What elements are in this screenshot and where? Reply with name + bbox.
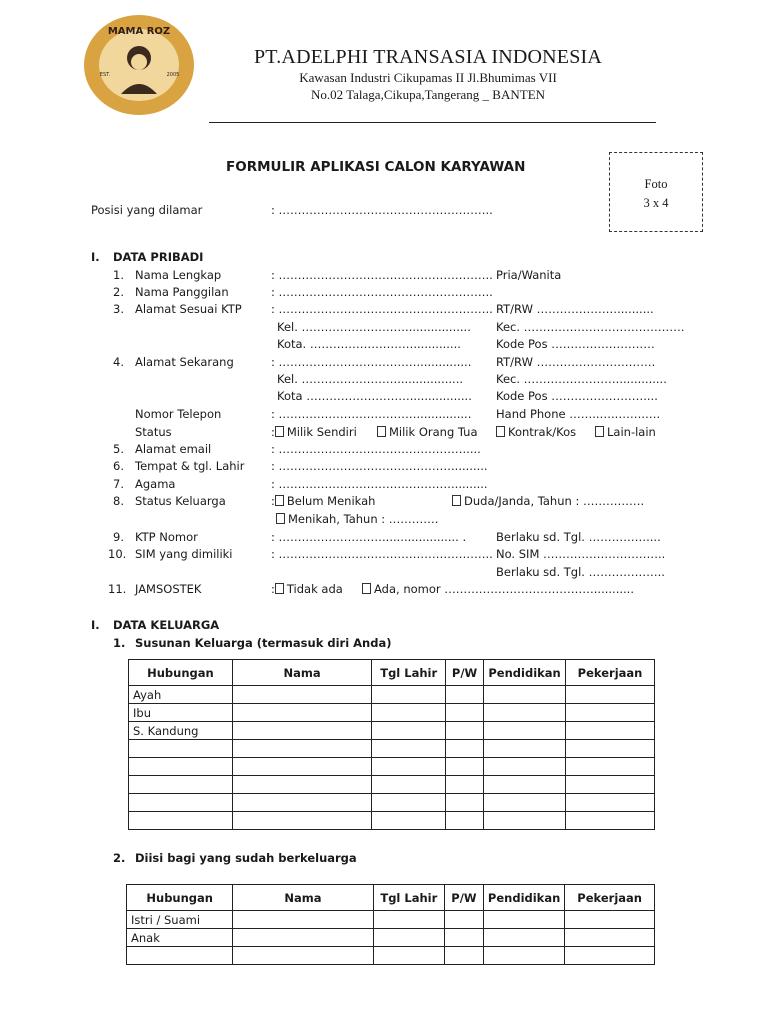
input-cell[interactable] (446, 740, 484, 758)
jamsostek-none: Tidak ada (286, 582, 343, 596)
company-logo (83, 14, 195, 116)
section-title-family: DATA KELUARGA (113, 618, 220, 632)
column-header: P/W (445, 885, 484, 911)
sim-field[interactable]: : ……………………………………………….. (271, 547, 493, 561)
handphone-field[interactable]: Hand Phone ……..…..…….…. (496, 407, 661, 421)
item-number: 5. (113, 442, 124, 456)
input-cell[interactable] (373, 947, 444, 965)
input-cell[interactable] (232, 704, 371, 722)
input-cell[interactable] (232, 722, 371, 740)
table-row (129, 686, 655, 704)
input-cell[interactable] (232, 740, 371, 758)
item-number: 10. (108, 547, 127, 561)
colon: : (271, 425, 275, 439)
table-row (129, 722, 655, 740)
relation-cell (129, 776, 233, 794)
birth-field[interactable]: : ……………………………………….......... (271, 459, 488, 473)
kota-field[interactable]: Kota. ………………………............. (277, 337, 461, 351)
input-cell[interactable] (372, 812, 446, 830)
input-cell[interactable] (373, 929, 444, 947)
relation-cell: Anak (127, 929, 233, 947)
column-header: Nama (232, 660, 371, 686)
input-cell[interactable] (446, 758, 484, 776)
relation-cell (129, 740, 233, 758)
postal-code-field[interactable]: Kode Pos …………………….... (496, 389, 658, 403)
table-row (127, 929, 655, 947)
rt-rw-field[interactable]: RT/RW ………………….......... (496, 302, 654, 316)
input-cell[interactable] (566, 740, 655, 758)
checkbox[interactable] (595, 426, 604, 437)
kota-field[interactable]: Kota ………………………................. (277, 389, 472, 403)
input-cell[interactable] (565, 911, 655, 929)
section-title-personal: DATA PRIBADI (113, 250, 204, 264)
phone-label: Nomor Telepon (135, 407, 222, 421)
checkbox[interactable] (275, 426, 284, 437)
input-cell[interactable] (484, 758, 566, 776)
ktp-valid-field[interactable]: Berlaku sd. Tgl. …………….... (496, 530, 661, 544)
input-cell[interactable] (484, 776, 566, 794)
kec-field[interactable]: Kec. …………………………………… (496, 320, 685, 334)
photo-label: Foto (644, 177, 668, 191)
family-status-single: Belum Menikah (286, 494, 376, 508)
sim-number-field[interactable]: No. SIM ………………………….. (496, 547, 666, 561)
input-cell[interactable] (372, 758, 446, 776)
column-header: Pendidikan (483, 885, 564, 911)
postal-code-field[interactable]: Kode Pos ……………………… (496, 337, 655, 351)
sim-label: SIM yang dimiliki (135, 547, 233, 561)
nickname-field[interactable]: : ……………………………………………….. (271, 285, 493, 299)
input-cell[interactable] (566, 722, 655, 740)
subsection-title-married: Diisi bagi yang sudah berkeluarga (135, 851, 357, 865)
input-cell[interactable] (372, 704, 446, 722)
column-header: Nama (233, 885, 373, 911)
input-cell[interactable] (566, 704, 655, 722)
colon: : (271, 582, 275, 596)
input-cell[interactable] (565, 929, 655, 947)
family-status-widowed: Duda/Janda, Tahun : ……………. (464, 494, 645, 508)
email-label: Alamat email (135, 442, 212, 456)
input-cell[interactable] (566, 758, 655, 776)
company-address-line2: No.02 Talaga,Cikupa,Tangerang _ BANTEN (310, 87, 546, 102)
company-address-line1: Kawasan Industri Cikupamas II Jl.Bhumimas VII (299, 70, 557, 85)
position-label: Posisi yang dilamar (91, 203, 203, 217)
column-header: Hubungan (129, 660, 233, 686)
full-name-field[interactable]: : ……………………………………………….. (271, 268, 493, 282)
input-cell[interactable] (566, 776, 655, 794)
input-cell[interactable] (372, 686, 446, 704)
item-number: 7. (113, 477, 124, 491)
checkbox[interactable] (377, 426, 386, 437)
section-number: I. (91, 618, 100, 632)
ktp-field[interactable]: : ………………………..................... . (271, 530, 467, 544)
subsection-number: 2. (113, 851, 126, 865)
input-cell[interactable] (232, 686, 371, 704)
input-cell[interactable] (566, 794, 655, 812)
input-cell[interactable] (484, 794, 566, 812)
input-cell[interactable] (445, 929, 484, 947)
checkbox[interactable] (275, 495, 284, 506)
input-cell[interactable] (232, 758, 371, 776)
input-cell[interactable] (373, 911, 444, 929)
status-label: Status (135, 425, 172, 439)
status-option-parents: Milik Orang Tua (389, 425, 478, 439)
input-cell[interactable] (446, 704, 484, 722)
kel-field[interactable]: Kel. ……………………................... (277, 372, 464, 386)
input-cell[interactable] (446, 812, 484, 830)
table-row (129, 812, 655, 830)
item-number: 2. (113, 285, 124, 299)
column-header: Pekerjaan (565, 885, 655, 911)
table-header-row (127, 885, 655, 911)
status-option-own: Milik Sendiri (286, 425, 357, 439)
input-cell[interactable] (483, 911, 564, 929)
input-cell[interactable] (483, 929, 564, 947)
ktp-address-field[interactable]: : ……………………………………………….. (271, 302, 493, 316)
input-cell[interactable] (233, 947, 373, 965)
input-cell[interactable] (446, 794, 484, 812)
sim-valid-field[interactable]: Berlaku sd. Tgl. ……………….. (496, 565, 665, 579)
company-header (208, 46, 648, 103)
form-title: FORMULIR APLIKASI CALON KARYAWAN (226, 159, 526, 175)
column-header: P/W (446, 660, 484, 686)
input-cell[interactable] (446, 686, 484, 704)
email-field[interactable]: : …………………………………………..... (271, 442, 481, 456)
input-cell[interactable] (446, 776, 484, 794)
table-row (129, 740, 655, 758)
status-option-rent: Kontrak/Kos (508, 425, 577, 439)
jamsostek-yes: Ada, nomor …………………………………........... (374, 582, 634, 596)
input-cell[interactable] (233, 911, 373, 929)
checkbox[interactable] (276, 513, 285, 524)
input-cell[interactable] (372, 722, 446, 740)
svg-text:EST.: EST. (99, 72, 111, 78)
table-row (129, 758, 655, 776)
item-number: 3. (113, 302, 124, 316)
subsection-number: 1. (113, 636, 126, 650)
column-header: Tgl Lahir (373, 885, 444, 911)
input-cell[interactable] (446, 722, 484, 740)
nickname-label: Nama Panggilan (135, 285, 229, 299)
phone-field[interactable]: : ………………………………............... (271, 407, 472, 421)
table-row (129, 704, 655, 722)
colon: : (271, 494, 275, 508)
status-option-other: Lain-lain (607, 425, 656, 439)
table-row (127, 911, 655, 929)
photo-placeholder (609, 152, 703, 232)
input-cell[interactable] (565, 947, 655, 965)
family-status-married: Menikah, Tahun : …………. (288, 512, 439, 526)
item-number: 11. (108, 582, 127, 596)
logo-text: MAMA ROZ (107, 26, 171, 37)
input-cell[interactable] (566, 686, 655, 704)
column-header: Pekerjaan (566, 660, 655, 686)
ktp-address-label: Alamat Sesuai KTP (135, 302, 242, 316)
table-row (129, 794, 655, 812)
relation-cell (129, 758, 233, 776)
rt-rw-field[interactable]: RT/RW …………………………. (496, 355, 656, 369)
religion-label: Agama (135, 477, 176, 491)
spouse-children-table (126, 884, 655, 965)
relation-cell: Ayah (129, 686, 233, 704)
relation-cell (129, 794, 233, 812)
current-address-field[interactable]: : ………………………………............... (271, 355, 472, 369)
input-cell[interactable] (484, 722, 566, 740)
kel-field[interactable]: Kel. ……………………….................. (277, 320, 471, 334)
input-cell[interactable] (232, 812, 371, 830)
input-cell[interactable] (232, 776, 371, 794)
religion-field[interactable]: : ……………………………………….......... (271, 477, 488, 491)
birth-label: Tempat & tgl. Lahir (135, 459, 245, 473)
input-cell[interactable] (372, 776, 446, 794)
subsection-title-family-composition: Susunan Keluarga (termasuk diri Anda) (135, 636, 392, 650)
current-address-label: Alamat Sekarang (135, 355, 234, 369)
gender-field[interactable]: Pria/Wanita (496, 268, 562, 282)
ktp-label: KTP Nomor (135, 530, 198, 544)
input-cell[interactable] (372, 740, 446, 758)
checkbox[interactable] (362, 583, 371, 594)
item-number: 4. (113, 355, 124, 369)
input-cell[interactable] (372, 794, 446, 812)
full-name-label: Nama Lengkap (135, 268, 222, 282)
section-number: I. (91, 250, 100, 264)
input-cell[interactable] (232, 794, 371, 812)
table-row (127, 947, 655, 965)
input-cell[interactable] (233, 929, 373, 947)
input-cell[interactable] (483, 947, 564, 965)
input-cell[interactable] (484, 704, 566, 722)
kec-field[interactable]: Kec. …………………….............. (496, 372, 667, 386)
relation-cell (129, 812, 233, 830)
column-header: Hubungan (127, 885, 233, 911)
checkbox[interactable] (275, 583, 284, 594)
header-divider (209, 122, 656, 123)
company-name: PT.ADELPHI TRANSASIA INDONESIA (253, 46, 603, 68)
table-row (129, 776, 655, 794)
position-field[interactable]: : ……………………………………………….. (271, 203, 493, 217)
relation-cell: Istri / Suami (127, 911, 233, 929)
photo-size: 3 x 4 (643, 196, 669, 210)
table-header-row (129, 660, 655, 686)
input-cell[interactable] (484, 740, 566, 758)
relation-cell: Ibu (129, 704, 233, 722)
checkbox[interactable] (452, 495, 461, 506)
input-cell[interactable] (484, 812, 566, 830)
input-cell[interactable] (445, 911, 484, 929)
item-number: 9. (113, 530, 124, 544)
input-cell[interactable] (484, 686, 566, 704)
item-number: 6. (113, 459, 124, 473)
relation-cell: S. Kandung (129, 722, 233, 740)
input-cell[interactable] (445, 947, 484, 965)
family-status-label: Status Keluarga (135, 494, 226, 508)
relation-cell (127, 947, 233, 965)
item-number: 1. (113, 268, 124, 282)
checkbox[interactable] (496, 426, 505, 437)
column-header: Pendidikan (484, 660, 566, 686)
jamsostek-label: JAMSOSTEK (135, 582, 202, 596)
svg-text:2005: 2005 (166, 72, 180, 78)
input-cell[interactable] (566, 812, 655, 830)
column-header: Tgl Lahir (372, 660, 446, 686)
item-number: 8. (113, 494, 124, 508)
family-composition-table (128, 659, 655, 830)
